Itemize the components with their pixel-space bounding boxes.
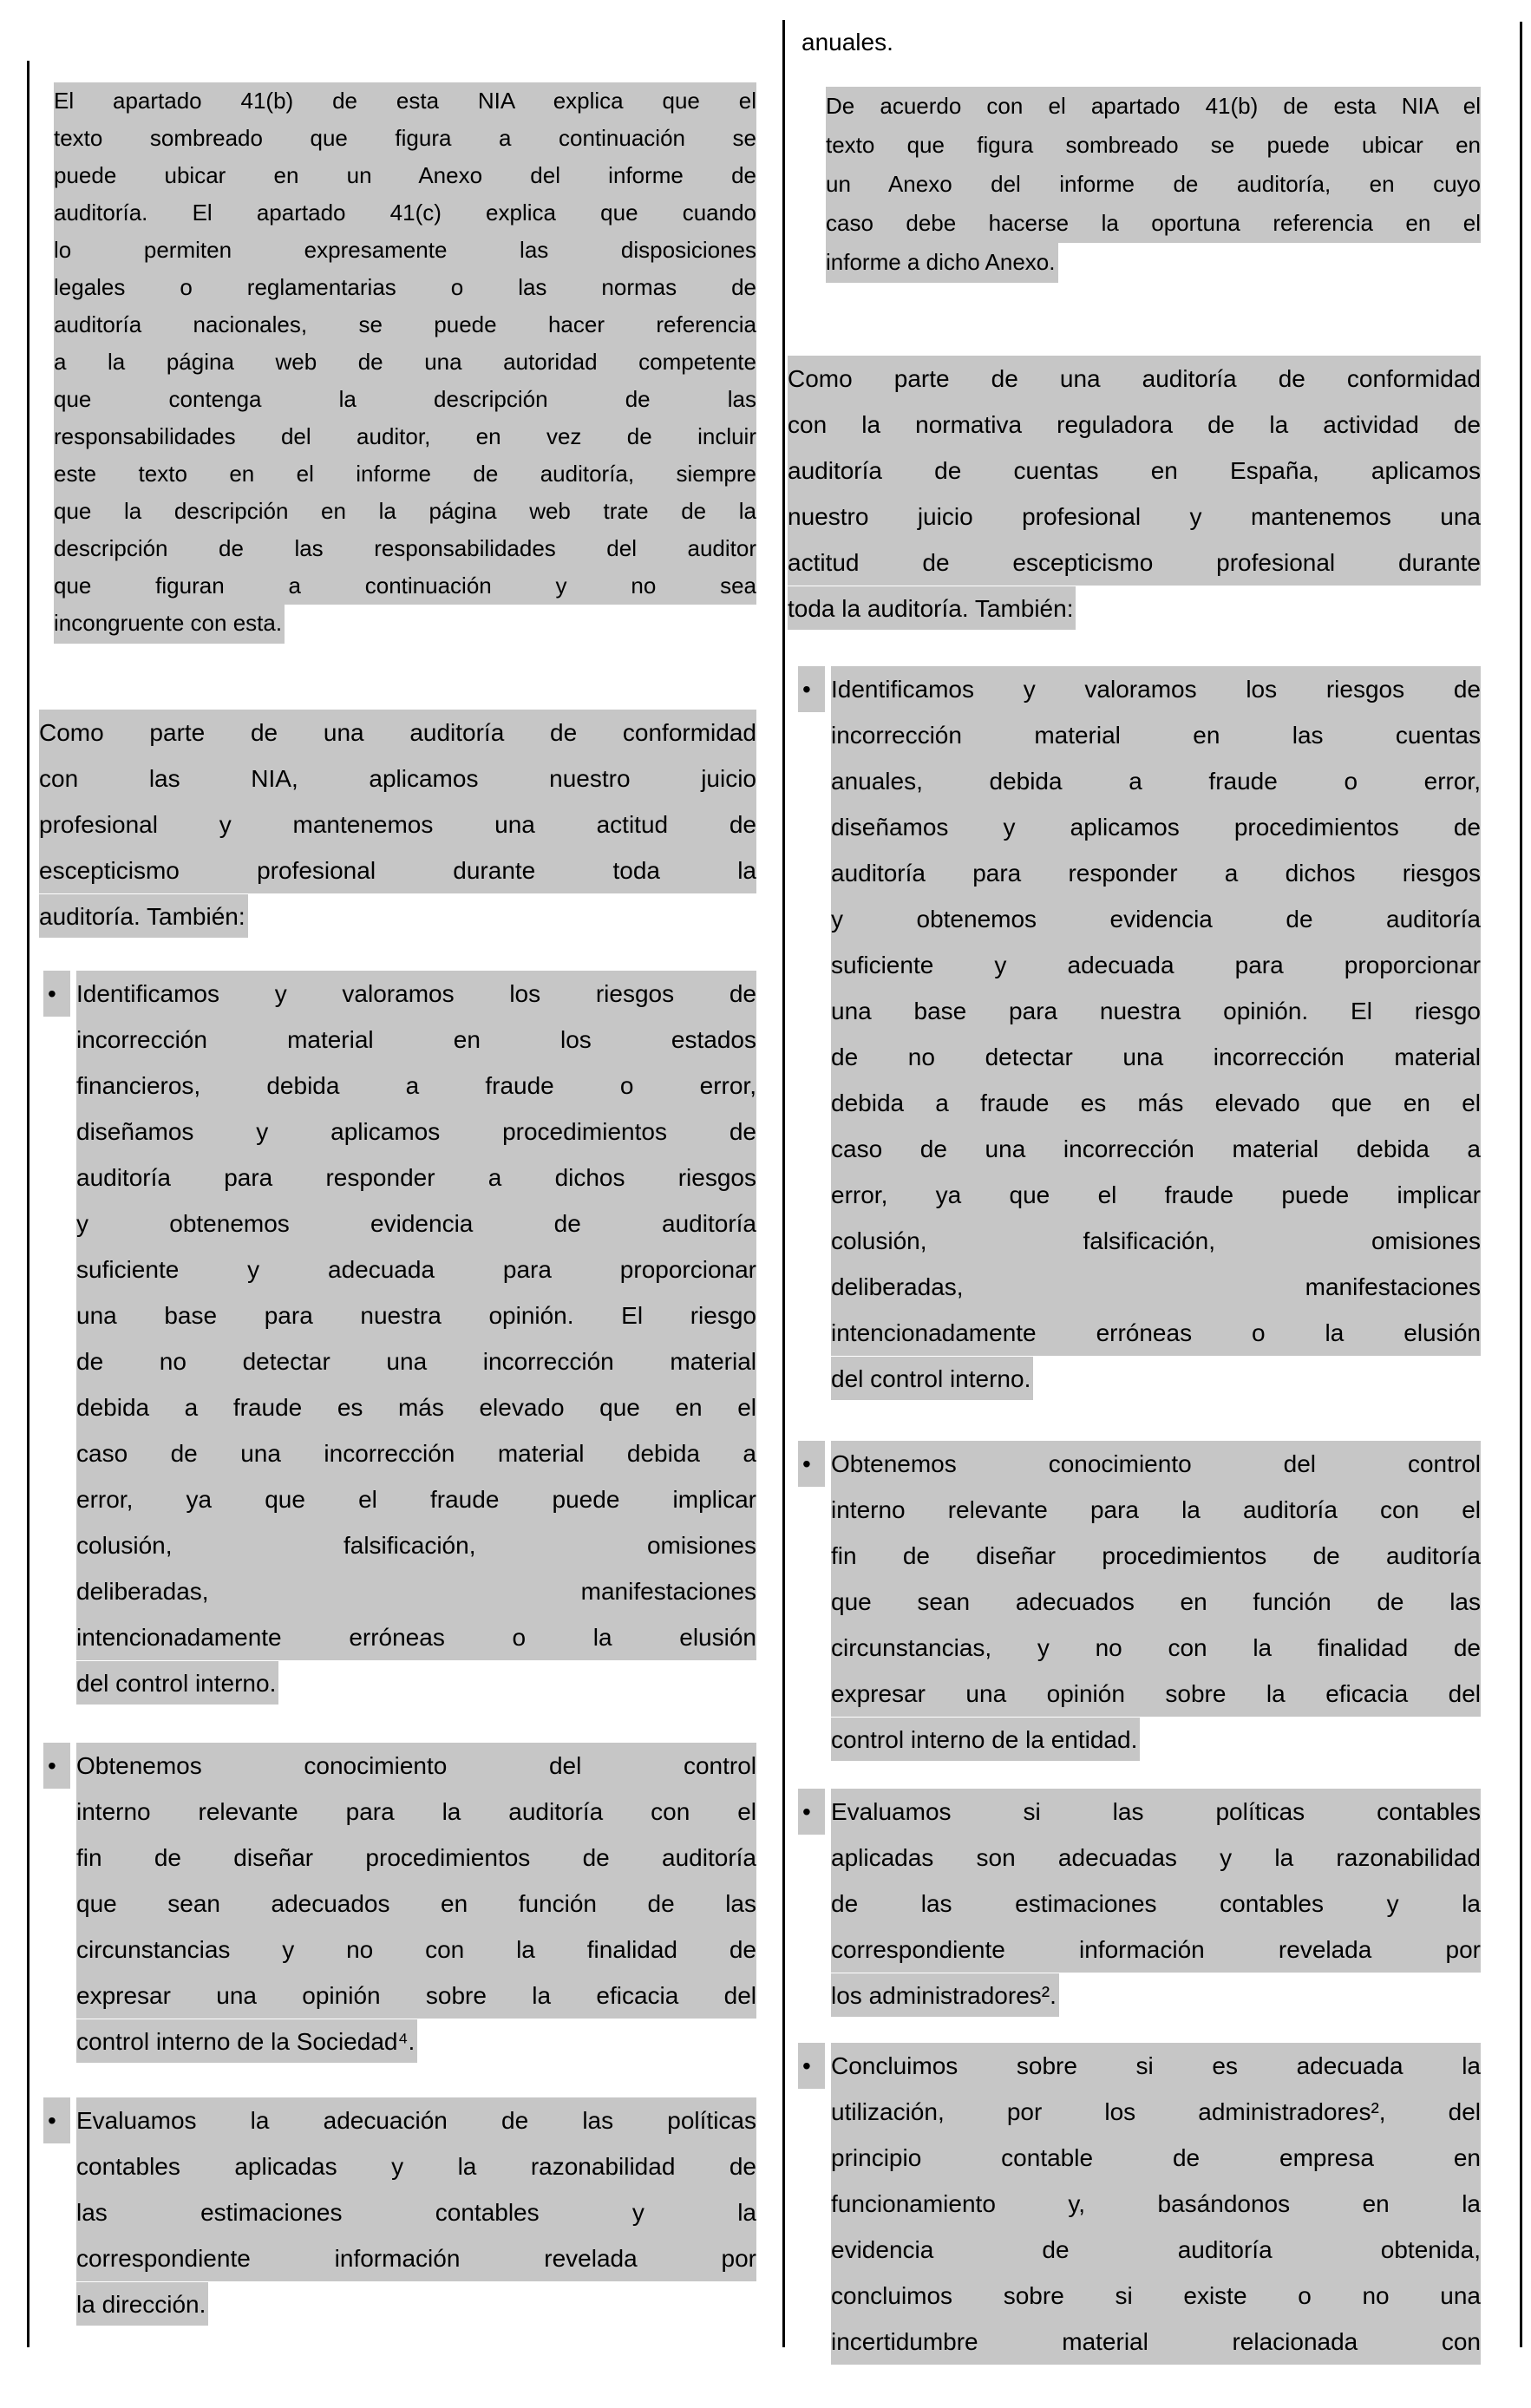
text-line [76,1109,756,1155]
highlighted-text: actitud de escepticismo profesional durante [788,549,1481,576]
highlighted-text: auditoría nacionales, se puede hacer referencia [54,311,756,337]
text-line [54,157,756,194]
text-line [831,1034,1481,1080]
text-line [831,804,1481,850]
right-explanatory-note [826,87,1481,282]
highlighted-text: evidencia de auditoría obtenida, [831,2236,1481,2263]
highlighted-text: nuestro juicio profesional y mantenemos una [788,503,1481,530]
highlighted-text: incertidumbre material relacionada con [831,2328,1481,2355]
highlighted-text: expresar una opinión sobre la eficacia del [831,1680,1481,1707]
text-line [76,2143,756,2189]
right-column-rule [1520,22,1522,2347]
highlighted-text: Obtenemos conocimiento del control [76,1752,756,1779]
text-line [831,2273,1481,2319]
highlighted-text: utilización, por los administradores², del [831,2098,1481,2125]
text-line [76,2019,756,2064]
highlighted-text: Como parte de una auditoría de conformidad [39,719,756,746]
text-line [54,381,756,418]
highlighted-text: con las NIA, aplicamos nuestro juicio [39,765,756,792]
highlighted-text: caso de una incorrección material debida a [831,1135,1481,1162]
right-bullet-item-3 [802,1789,1481,2019]
highlighted-text: a la página web de una autoridad competente [54,349,756,375]
highlighted-text: caso de una incorrección material debida a [76,1440,756,1467]
text-line [831,2135,1481,2181]
text-line [76,1338,756,1384]
highlighted-text: auditoría para responder a dichos riesgos [831,860,1481,887]
highlighted-text: puede ubicar en un Anexo del informe de [54,162,756,188]
highlighted-text: un Anexo del informe de auditoría, en cuyo [826,171,1481,197]
highlighted-text: texto que figura sombreado se puede ubicar en [826,132,1481,158]
text-line [76,1927,756,1973]
highlighted-text: Obtenemos conocimiento del control [831,1450,1481,1477]
text-line [831,712,1481,758]
text-line [826,243,1481,282]
highlighted-text: contables aplicadas y la razonabilidad de [76,2153,756,2180]
highlighted-text: de no detectar una incorrección material [76,1348,756,1375]
text-line [831,2181,1481,2227]
highlighted-text: colusión, falsificación, omisiones [831,1227,1481,1254]
text-line [831,1625,1481,1671]
bullet-text [76,2097,756,2327]
highlighted-text: diseñamos y aplicamos procedimientos de [831,814,1481,841]
text-line [76,1835,756,1881]
left-bullet-item-1 [48,971,756,1706]
text-line [831,2043,1481,2089]
highlighted-text: toda la auditoría. También: [788,586,1076,630]
highlighted-text: colusión, falsificación, omisiones [76,1532,756,1559]
text-line [54,194,756,232]
highlighted-text: que sean adecuados en función de las [831,1588,1481,1615]
highlighted-text: control interno de la Sociedad⁴. [76,2019,417,2063]
right-bullet-item-1 [802,666,1481,1402]
bullet-icon: • [43,2097,70,2143]
text-line [831,1356,1481,1402]
highlighted-text: auditoría para responder a dichos riesgos [76,1164,756,1191]
highlighted-text: anuales, debida a fraude o error, [831,768,1481,795]
bullet-text [831,1789,1481,2019]
text-line [76,1522,756,1568]
text-line [831,988,1481,1034]
right-bullet-item-2 [802,1441,1481,1763]
text-line [76,1063,756,1109]
highlighted-text: Evaluamos la adecuación de las políticas [76,2107,756,2134]
highlighted-text: principio contable de empresa en [831,2144,1481,2171]
left-bullet-item-3 [48,2097,756,2327]
bullet-icon: • [798,2043,825,2089]
text-line [788,402,1481,448]
text-line [54,120,756,157]
text-line [54,455,756,493]
text-line [831,1441,1481,1487]
text-line [54,418,756,455]
bullet-icon: • [43,1743,70,1789]
highlighted-text: error, ya que el fraude puede implicar [76,1486,756,1513]
highlighted-text: incongruente con esta. [54,601,285,644]
text-line [54,232,756,269]
text-line [831,896,1481,942]
text-line [39,756,756,802]
highlighted-text: suficiente y adecuada para proporcionar [831,952,1481,978]
text-line [831,850,1481,896]
highlighted-text: Identificamos y valoramos los riesgos de [76,980,756,1007]
text-line [76,1155,756,1201]
text-line [76,1476,756,1522]
text-line [826,87,1481,126]
highlighted-text: circunstancias, y no con la finalidad de [831,1634,1481,1661]
text-line [831,942,1481,988]
text-line [76,1881,756,1927]
highlighted-text: error, ya que el fraude puede implicar [831,1181,1481,1208]
bullet-icon: • [43,971,70,1017]
highlighted-text: que la descripción en la página web trate de la [54,498,756,524]
highlighted-text: auditoría. El apartado 41(c) explica que cuando [54,200,756,226]
highlighted-text: intencionadamente erróneas o la elusión [76,1624,756,1651]
text-line [76,1614,756,1660]
highlighted-text: del control interno. [831,1357,1033,1400]
text-line [76,1789,756,1835]
text-line [831,1973,1481,2019]
text-line [76,1743,756,1789]
highlighted-text: escepticismo profesional durante toda la [39,857,756,884]
highlighted-text: incorrección material en los estados [76,1026,756,1053]
text-line [831,1126,1481,1172]
text-line [831,1080,1481,1126]
left-column [39,82,756,2327]
text-line [54,493,756,530]
text-line [76,1973,756,2019]
bullet-text [831,2043,1481,2365]
highlighted-text: El apartado 41(b) de esta NIA explica que el [54,88,756,114]
highlighted-text: circunstancias y no con la finalidad de [76,1936,756,1963]
text-line [39,710,756,756]
highlighted-text: fin de diseñar procedimientos de auditoría [76,1844,756,1871]
highlighted-text: la dirección. [76,2282,208,2326]
text-line [826,204,1481,243]
text-line [826,126,1481,165]
text-line [831,1487,1481,1533]
text-line [54,605,756,642]
text-line [39,802,756,847]
text-line [831,1671,1481,1717]
text-line [831,1172,1481,1218]
highlighted-text: caso debe hacerse la oportuna referencia en el [826,210,1481,236]
text-line [54,82,756,120]
highlighted-text: que figuran a continuación y no sea [54,573,756,599]
highlighted-text: las estimaciones contables y la [76,2199,756,2226]
text-line [831,1717,1481,1763]
text-line [54,269,756,306]
highlighted-text: Como parte de una auditoría de conformidad [788,365,1481,392]
highlighted-text: interno relevante para la auditoría con el [76,1798,756,1825]
text-line [76,1384,756,1430]
highlighted-text: profesional y mantenemos una actitud de [39,811,756,838]
bullet-text [76,1743,756,2064]
highlighted-text: con la normativa reguladora de la actividad de [788,411,1481,438]
text-line [76,1430,756,1476]
highlighted-text: y obtenemos evidencia de auditoría [831,906,1481,932]
text-line [831,1310,1481,1356]
text-line [76,1568,756,1614]
text-line [76,1017,756,1063]
highlighted-text: expresar una opinión sobre la eficacia del [76,1982,756,2009]
bullet-icon: • [798,1789,825,1835]
highlighted-text: y obtenemos evidencia de auditoría [76,1210,756,1237]
highlighted-text: auditoría. También: [39,894,248,938]
text-line [788,356,1481,402]
highlighted-text: suficiente y adecuada para proporcionar [76,1256,756,1283]
highlighted-text: fin de diseñar procedimientos de auditoría [831,1542,1481,1569]
text-line [76,1292,756,1338]
highlighted-text: financieros, debida a fraude o error, [76,1072,756,1099]
text-line [76,971,756,1017]
text-line [76,2235,756,2281]
highlighted-text: Concluimos sobre si es adecuada la [831,2052,1481,2079]
text-line [831,1835,1481,1881]
left-explanatory-note [54,82,756,642]
right-column [788,19,1481,2365]
text-line [788,540,1481,586]
highlighted-text: correspondiente información revelada por [76,2245,756,2272]
bullet-text [831,666,1481,1402]
column-divider-rule [782,20,785,2347]
highlighted-text: intencionadamente erróneas o la elusión [831,1319,1481,1346]
highlighted-text: texto sombreado que figura a continuación se [54,125,756,151]
bullet-text [831,1441,1481,1763]
text-line [788,586,1481,631]
highlighted-text: deliberadas, manifestaciones [76,1578,756,1605]
text-line [831,1789,1481,1835]
text-line [831,1927,1481,1973]
text-line [831,2319,1481,2365]
text-line [39,893,756,939]
text-line [831,1218,1481,1264]
highlighted-text: una base para nuestra opinión. El riesgo [76,1302,756,1329]
highlighted-text: este texto en el informe de auditoría, siempre [54,461,756,487]
highlighted-text: debida a fraude es más elevado que en el [76,1394,756,1421]
bullet-icon: • [798,1441,825,1487]
highlighted-text: informe a dicho Anexo. [826,240,1058,283]
highlighted-text: lo permiten expresamente las disposiciones [54,237,756,263]
highlighted-text: legales o reglamentarias o las normas de [54,274,756,300]
carryover-text-fragment: anuales. [801,29,893,56]
text-line [54,567,756,605]
highlighted-text: que contenga la descripción de las [54,386,756,412]
highlighted-text: responsabilidades del auditor, en vez de incluir [54,423,756,449]
text-line [831,1881,1481,1927]
highlighted-text: los administradores². [831,1973,1059,2017]
highlighted-text: funcionamiento y, basándonos en la [831,2190,1481,2217]
left-column-rule [27,61,29,2347]
highlighted-text: De acuerdo con el apartado 41(b) de esta NIA el [826,93,1481,119]
text-line [831,2089,1481,2135]
right-intro-paragraph [788,356,1481,631]
text-line [76,2281,756,2327]
bullet-text [76,971,756,1706]
text-line [54,530,756,567]
highlighted-text: del control interno. [76,1661,278,1705]
text-line [831,2227,1481,2273]
bullet-icon: • [798,666,825,712]
highlighted-text: de las estimaciones contables y la [831,1890,1481,1917]
text-line [76,2097,756,2143]
highlighted-text: que sean adecuados en función de las [76,1890,756,1917]
text-line [788,448,1481,494]
highlighted-text: de no detectar una incorrección material [831,1044,1481,1070]
text-line [831,1579,1481,1625]
text-line [54,306,756,344]
text-line [76,1201,756,1247]
text-line [831,758,1481,804]
highlighted-text: Evaluamos si las políticas contables [831,1798,1481,1825]
text-line [76,1660,756,1706]
highlighted-text: una base para nuestra opinión. El riesgo [831,998,1481,1024]
text-line [831,666,1481,712]
highlighted-text: interno relevante para la auditoría con el [831,1496,1481,1523]
left-intro-paragraph [39,710,756,939]
text-line [54,344,756,381]
highlighted-text: debida a fraude es más elevado que en el [831,1089,1481,1116]
highlighted-text: deliberadas, manifestaciones [831,1273,1481,1300]
highlighted-text: incorrección material en las cuentas [831,722,1481,749]
highlighted-text: Identificamos y valoramos los riesgos de [831,676,1481,703]
highlighted-text: diseñamos y aplicamos procedimientos de [76,1118,756,1145]
highlighted-text: aplicadas son adecuadas y la razonabilidad [831,1844,1481,1871]
highlighted-text: correspondiente información revelada por [831,1936,1481,1963]
left-bullet-item-2 [48,1743,756,2064]
highlighted-text: auditoría de cuentas en España, aplicamos [788,457,1481,484]
highlighted-text: concluimos sobre si existe o no una [831,2282,1481,2309]
text-line [39,847,756,893]
highlighted-text: control interno de la entidad. [831,1718,1140,1761]
text-line [788,494,1481,540]
text-line [76,1247,756,1292]
right-bullet-item-4 [802,2043,1481,2365]
text-line [831,1264,1481,1310]
text-line [76,2189,756,2235]
text-line [826,165,1481,204]
highlighted-text: descripción de las responsabilidades del auditor [54,535,756,561]
text-line [831,1533,1481,1579]
